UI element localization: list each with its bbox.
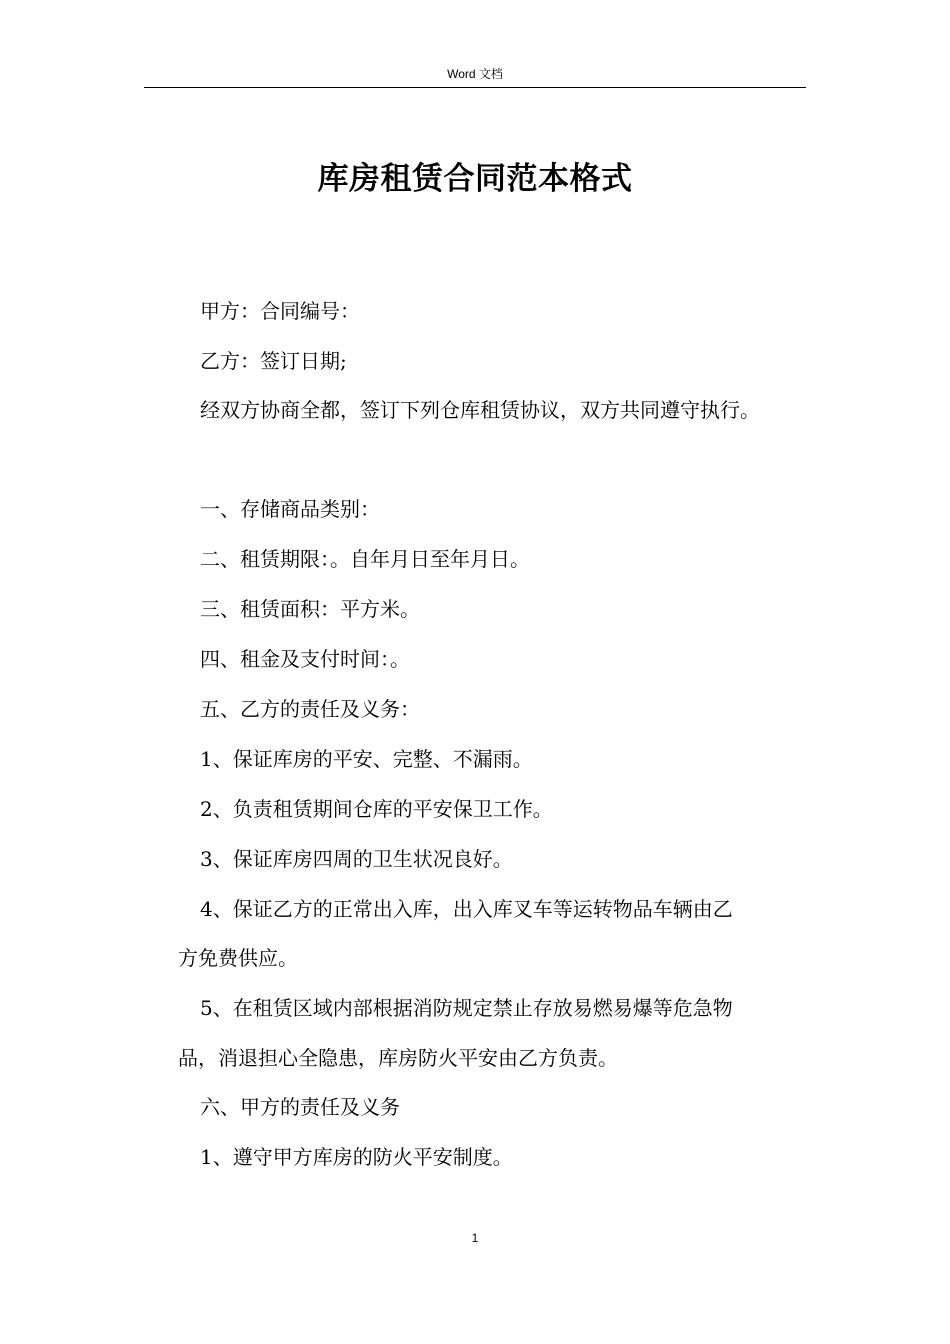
header-rule (144, 87, 806, 88)
clause-6: 六、甲方的责任及义务 (200, 1095, 400, 1119)
clause-6-item-1: 1、遵守甲方库房的防火平安制度。 (200, 1145, 513, 1169)
party-a-line: 甲方：合同编号： (200, 299, 360, 323)
document-title: 库房租赁合同范本格式 (317, 161, 633, 197)
clause-5-item-3: 3、保证库房四周的卫生状况良好。 (200, 847, 513, 871)
clause-5-item-4-cont: 方免费供应。 (178, 946, 298, 970)
clause-5-item-2: 2、负责租赁期间仓库的平安保卫工作。 (200, 797, 553, 821)
agreement-intro: 经双方协商全都，签订下列仓库租赁协议，双方共同遵守执行。 (200, 398, 760, 422)
clause-5-item-1: 1、保证库房的平安、完整、不漏雨。 (200, 747, 533, 771)
clause-5-item-5: 5、在租赁区域内部根据消防规定禁止存放易燃易爆等危急物 (200, 996, 733, 1020)
clause-4: 四、租金及支付时间：。 (200, 647, 410, 671)
clause-1: 一、存储商品类别： (200, 497, 380, 521)
clause-5-item-5-cont: 品，消退担心全隐患，库房防火平安由乙方负责。 (178, 1046, 618, 1070)
clause-3: 三、租赁面积：平方米。 (200, 597, 420, 621)
clause-2: 二、租赁期限：。自年月日至年月日。 (200, 547, 530, 571)
page-number: 1 (471, 1231, 479, 1245)
party-b-line: 乙方：签订日期; (200, 349, 347, 373)
page-header: Word 文档 (447, 67, 503, 81)
clause-5: 五、乙方的责任及义务： (200, 697, 420, 721)
clause-5-item-4: 4、保证乙方的正常出入库，出入库叉车等运转物品车辆由乙 (200, 897, 733, 921)
